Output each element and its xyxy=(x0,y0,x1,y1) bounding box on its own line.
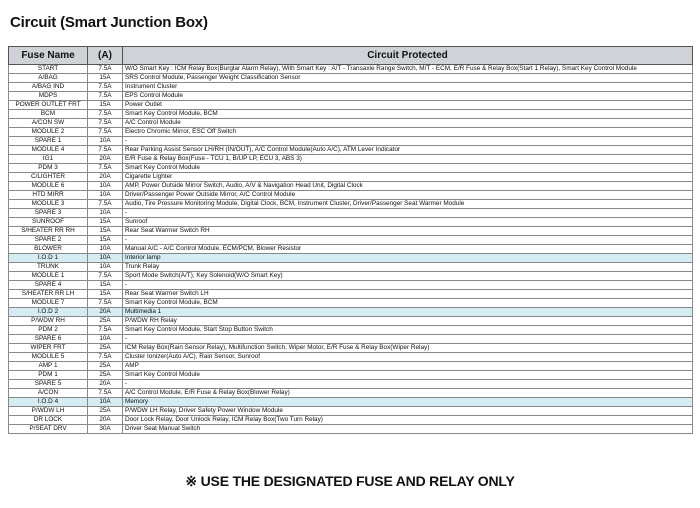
table-row xyxy=(9,65,693,74)
fuse-name-cell: PDM 2 xyxy=(9,326,88,335)
table-row xyxy=(9,389,693,398)
circuit-protected-cell: Cluster Ionizer(Auto A/C), Rain Sensor, Sunroof xyxy=(123,353,693,362)
amperage-cell: 7.5A xyxy=(88,200,123,209)
amperage-cell: 10A xyxy=(88,398,123,407)
amperage-cell: 20A xyxy=(88,380,123,389)
amperage-cell: 30A xyxy=(88,425,123,434)
fuse-name-cell: DR LOCK xyxy=(9,416,88,425)
fuse-name-cell: MODULE 2 xyxy=(9,128,88,137)
fuse-name-cell: PDM 3 xyxy=(9,164,88,173)
table-row xyxy=(9,83,693,92)
fuse-name-cell: C/LIGHTER xyxy=(9,173,88,182)
amperage-cell: 20A xyxy=(88,155,123,164)
circuit-protected-cell: - xyxy=(123,209,693,218)
table-row xyxy=(9,362,693,371)
table-row xyxy=(9,227,693,236)
fuse-name-cell: BCM xyxy=(9,110,88,119)
circuit-protected-cell: Driver/Passenger Power Outside Mirror, A/C Control Module xyxy=(123,191,693,200)
fuse-name-cell: PDM 1 xyxy=(9,371,88,380)
amperage-cell: 7.5A xyxy=(88,65,123,74)
table-row xyxy=(9,299,693,308)
table-row xyxy=(9,173,693,182)
circuit-protected-cell: Multimedia 1 xyxy=(123,308,693,317)
amperage-cell: 15A xyxy=(88,227,123,236)
table-row xyxy=(9,344,693,353)
amperage-cell: 15A xyxy=(88,101,123,110)
fuse-name-cell: SPARE 6 xyxy=(9,335,88,344)
table-row xyxy=(9,317,693,326)
amperage-cell: 7.5A xyxy=(88,272,123,281)
circuit-protected-cell: Electro Chromic Mirror, ESC Off Switch xyxy=(123,128,693,137)
fuse-name-cell: POWER OUTLET FRT xyxy=(9,101,88,110)
circuit-protected-cell: Memory xyxy=(123,398,693,407)
table-row xyxy=(9,182,693,191)
circuit-protected-cell: ICM Relay Box(Rain Sensor Relay), Multifunction Switch, Wiper Motor, E/R Fuse & Relay Box(Wiper Relay) xyxy=(123,344,693,353)
circuit-protected-cell: - xyxy=(123,380,693,389)
table-row xyxy=(9,425,693,434)
circuit-protected-cell: AMP xyxy=(123,362,693,371)
circuit-protected-cell: Trunk Relay xyxy=(123,263,693,272)
amperage-cell: 25A xyxy=(88,371,123,380)
fuse-name-cell: IG1 xyxy=(9,155,88,164)
fuse-name-cell: SPARE 4 xyxy=(9,281,88,290)
table-row xyxy=(9,407,693,416)
fuse-name-cell: SUNROOF xyxy=(9,218,88,227)
amperage-cell: 10A xyxy=(88,245,123,254)
table-row xyxy=(9,308,693,317)
amperage-cell: 15A xyxy=(88,281,123,290)
amperage-cell: 10A xyxy=(88,182,123,191)
table-row xyxy=(9,290,693,299)
amperage-cell: 25A xyxy=(88,407,123,416)
fuse-name-cell: SPARE 2 xyxy=(9,236,88,245)
amperage-cell: 10A xyxy=(88,335,123,344)
fuse-name-cell: BLOWER xyxy=(9,245,88,254)
amperage-cell: 7.5A xyxy=(88,389,123,398)
circuit-protected-cell: A/C Control Module xyxy=(123,119,693,128)
fuse-name-cell: MODULE 6 xyxy=(9,182,88,191)
amperage-cell: 7.5A xyxy=(88,164,123,173)
circuit-protected-cell: SRS Control Module, Passenger Weight Classification Sensor xyxy=(123,74,693,83)
fuse-name-cell: MODULE 5 xyxy=(9,353,88,362)
amperage-cell: 7.5A xyxy=(88,128,123,137)
circuit-protected-cell: Rear Seat Warmer Switch RH xyxy=(123,227,693,236)
circuit-protected-cell: Smart Key Control Module, Start Stop Button Switch xyxy=(123,326,693,335)
circuit-protected-cell: E/R Fuse & Relay Box(Fuse - TCU 1, B/UP LP, ECU 3, ABS 3) xyxy=(123,155,693,164)
fuse-name-cell: S/HEATER RR RH xyxy=(9,227,88,236)
table-row xyxy=(9,209,693,218)
fuse-name-cell: I.O.D 4 xyxy=(9,398,88,407)
table-row xyxy=(9,263,693,272)
table-row xyxy=(9,110,693,119)
table-row xyxy=(9,245,693,254)
circuit-protected-cell: W/O Smart Key : ICM Relay Box(Burglar Alarm Relay), With Smart Key : A/T - Transaxle Range Switch, M/T - ECM, E/R Fuse & Relay Box(Start 1 Relay), Smart Key Control Module xyxy=(123,65,693,74)
fuse-name-cell: MODULE 4 xyxy=(9,146,88,155)
circuit-protected-cell: P/WDW LH Relay, Driver Safety Power Window Module xyxy=(123,407,693,416)
amperage-cell: 20A xyxy=(88,416,123,425)
circuit-protected-cell: Driver Seat Manual Switch xyxy=(123,425,693,434)
table-row xyxy=(9,335,693,344)
fuse-name-cell: MODULE 1 xyxy=(9,272,88,281)
table-row xyxy=(9,128,693,137)
fuse-name-cell: HTD MIRR xyxy=(9,191,88,200)
fuse-name-cell: START xyxy=(9,65,88,74)
fuse-name-cell: I.O.D 1 xyxy=(9,254,88,263)
fuse-warning-note: ※ USE THE DESIGNATED FUSE AND RELAY ONLY xyxy=(185,473,515,489)
amperage-cell: 10A xyxy=(88,137,123,146)
fuse-name-cell: A/CON xyxy=(9,389,88,398)
amperage-cell: 7.5A xyxy=(88,83,123,92)
fuse-name-cell: A/BAG xyxy=(9,74,88,83)
circuit-protected-cell: Instrument Cluster xyxy=(123,83,693,92)
table-row xyxy=(9,281,693,290)
table-row xyxy=(9,254,693,263)
table-row xyxy=(9,371,693,380)
header-fuse-name: Fuse Name xyxy=(9,47,88,65)
amperage-cell: 25A xyxy=(88,344,123,353)
amperage-cell: 15A xyxy=(88,236,123,245)
fuse-name-cell: SPARE 3 xyxy=(9,209,88,218)
circuit-protected-cell: Audio, Tire Pressure Monitoring Module, Digital Clock, BCM, Instrument Cluster, Driver/Passenger Seat Warmer Module xyxy=(123,200,693,209)
fuse-name-cell: MODULE 3 xyxy=(9,200,88,209)
header-circuit-protected: Circuit Protected xyxy=(123,47,693,65)
fuse-name-cell: I.O.D 2 xyxy=(9,308,88,317)
circuit-protected-cell: - xyxy=(123,335,693,344)
fuse-name-cell: MDPS xyxy=(9,92,88,101)
fuse-name-cell: WIPER FRT xyxy=(9,344,88,353)
amperage-cell: 20A xyxy=(88,173,123,182)
table-row xyxy=(9,398,693,407)
fuse-name-cell: S/HEATER RR LH xyxy=(9,290,88,299)
amperage-cell: 10A xyxy=(88,209,123,218)
page-title: Circuit (Smart Junction Box) xyxy=(10,14,208,31)
table-row xyxy=(9,101,693,110)
fuse-name-cell: A/CON SW xyxy=(9,119,88,128)
table-row xyxy=(9,200,693,209)
circuit-protected-cell: Smart Key Control Module xyxy=(123,371,693,380)
fuse-name-cell: P/WDW RH xyxy=(9,317,88,326)
table-row xyxy=(9,74,693,83)
amperage-cell: 15A xyxy=(88,290,123,299)
amperage-cell: 10A xyxy=(88,254,123,263)
circuit-protected-cell: Power Outlet xyxy=(123,101,693,110)
amperage-cell: 10A xyxy=(88,191,123,200)
table-row xyxy=(9,353,693,362)
circuit-protected-cell: Sunroof xyxy=(123,218,693,227)
circuit-protected-cell: AMP, Power Outside Mirror Switch, Audio, A/V & Navigation Head Unit, Digital Clock xyxy=(123,182,693,191)
amperage-cell: 25A xyxy=(88,362,123,371)
amperage-cell: 7.5A xyxy=(88,92,123,101)
circuit-protected-cell: Smart Key Control Module, BCM xyxy=(123,299,693,308)
amperage-cell: 15A xyxy=(88,74,123,83)
amperage-cell: 10A xyxy=(88,263,123,272)
amperage-cell: 7.5A xyxy=(88,110,123,119)
circuit-protected-cell: P/WDW RH Relay xyxy=(123,317,693,326)
table-row xyxy=(9,137,693,146)
circuit-protected-cell: - xyxy=(123,137,693,146)
fuse-name-cell: MODULE 7 xyxy=(9,299,88,308)
table-row xyxy=(9,92,693,101)
table-row xyxy=(9,119,693,128)
circuit-protected-cell: Cigarette Lighter xyxy=(123,173,693,182)
table-row xyxy=(9,146,693,155)
fuse-name-cell: AMP 1 xyxy=(9,362,88,371)
table-row xyxy=(9,236,693,245)
table-row xyxy=(9,380,693,389)
header-amps: (A) xyxy=(88,47,123,65)
circuit-protected-cell: - xyxy=(123,236,693,245)
fuse-name-cell: SPARE 5 xyxy=(9,380,88,389)
circuit-protected-cell: Rear Parking Assist Sensor LH/RH (IN/OUT), A/C Control Module(Auto A/C), ATM Lever Indicator xyxy=(123,146,693,155)
amperage-cell: 7.5A xyxy=(88,299,123,308)
amperage-cell: 7.5A xyxy=(88,119,123,128)
circuit-protected-cell: Sport Mode Switch(A/T), Key Solenoid(W/O Smart Key) xyxy=(123,272,693,281)
fuse-name-cell: P/SEAT DRV xyxy=(9,425,88,434)
table-row xyxy=(9,326,693,335)
table-row xyxy=(9,218,693,227)
circuit-protected-cell: Smart Key Control Module xyxy=(123,164,693,173)
amperage-cell: 7.5A xyxy=(88,353,123,362)
circuit-protected-cell: - xyxy=(123,281,693,290)
amperage-cell: 25A xyxy=(88,317,123,326)
table-header-row xyxy=(9,47,693,65)
circuit-protected-cell: EPS Control Module xyxy=(123,92,693,101)
table-row xyxy=(9,416,693,425)
amperage-cell: 7.5A xyxy=(88,326,123,335)
amperage-cell: 15A xyxy=(88,218,123,227)
circuit-protected-cell: Door Lock Relay, Door Unlock Relay, ICM Relay Box(Two Turn Relay) xyxy=(123,416,693,425)
table-row xyxy=(9,272,693,281)
table-row xyxy=(9,155,693,164)
amperage-cell: 7.5A xyxy=(88,146,123,155)
circuit-protected-cell: Interior lamp xyxy=(123,254,693,263)
fuse-table-body xyxy=(9,65,693,434)
fuse-name-cell: A/BAG IND xyxy=(9,83,88,92)
table-row xyxy=(9,164,693,173)
circuit-protected-cell: Rear Seat Warmer Switch LH xyxy=(123,290,693,299)
circuit-protected-cell: A/C Control Module, E/R Fuse & Relay Box(Blower Relay) xyxy=(123,389,693,398)
fuse-name-cell: P/WDW LH xyxy=(9,407,88,416)
circuit-protected-cell: Smart Key Control Module, BCM xyxy=(123,110,693,119)
amperage-cell: 20A xyxy=(88,308,123,317)
fuse-name-cell: TRUNK xyxy=(9,263,88,272)
fuse-table xyxy=(8,46,693,434)
fuse-name-cell: SPARE 1 xyxy=(9,137,88,146)
circuit-protected-cell: Manual A/C - A/C Control Module, ECM/PCM, Blower Resistor xyxy=(123,245,693,254)
table-row xyxy=(9,191,693,200)
